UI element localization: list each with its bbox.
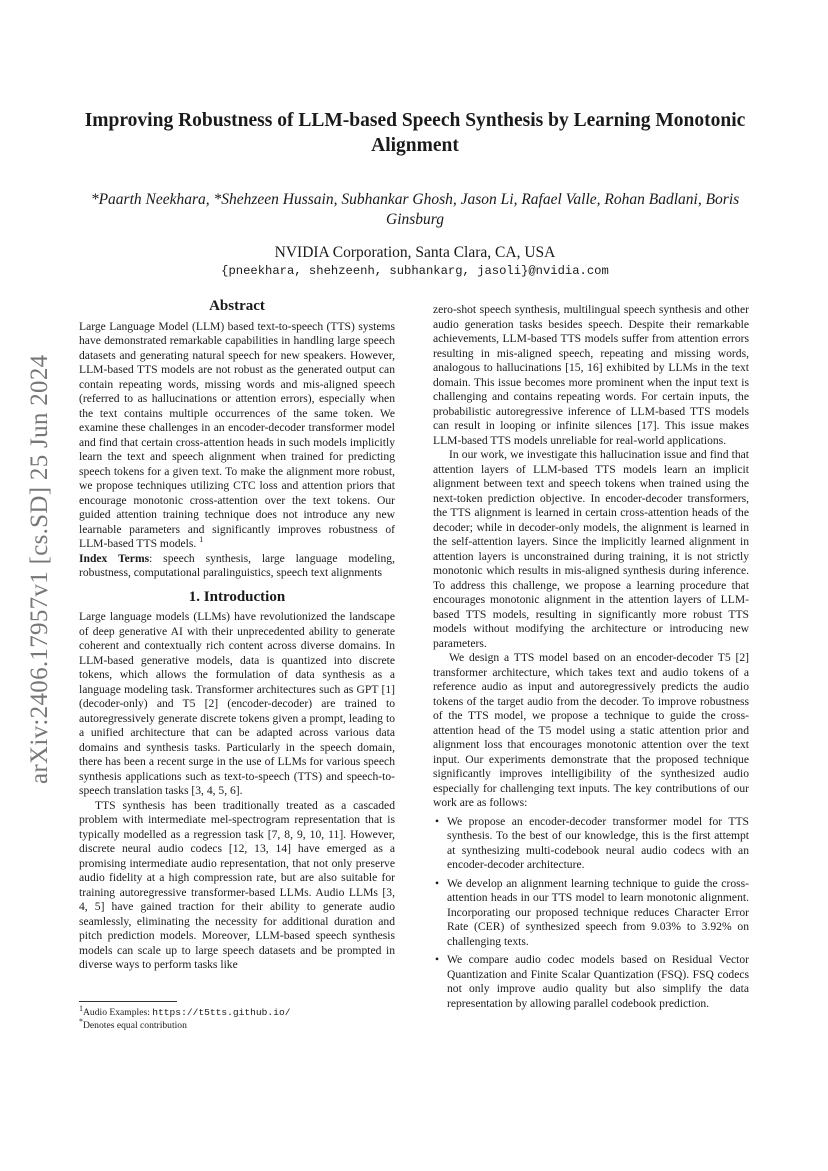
list-item bbox=[433, 877, 749, 950]
footnote-divider bbox=[79, 1001, 177, 1002]
footnote-label: Audio Examples: bbox=[83, 1007, 153, 1018]
list-item bbox=[433, 953, 749, 1011]
contribution-text: We propose an encoder-decoder transformer model for TTS synthesis. To the best of our knowledge, this is the first attempt at synthesizing multi-codebook neural audio codecs with an encoder-decoder architecture. bbox=[447, 814, 749, 871]
footnote-audio-examples bbox=[79, 1003, 409, 1019]
intro-paragraph-3: zero-shot speech synthesis, multilingual speech synthesis and other audio generation tasks besides speech. Despite their remarkable achievements, LLM-based TTS models suffer from attention errors resulting in mis-aligned speech, repeating and missing words, analogous to hallucinations [15, 16] exhibited by LLMs in the text domain. This issue becomes more prominent when the input text is challenging and contains repeating words. For certain inputs, the probabilistic autoregressive inference of LLM-based TTS models can result in looping or infinite silences [17]. This issue makes LLM-based TTS models unreliable for real-world applications. bbox=[433, 303, 749, 447]
footnote-equal-contribution bbox=[79, 1016, 409, 1032]
contribution-text: We develop an alignment learning technique to guide the cross-attention heads in our TTS model to learn monotonic alignment. Incorporating our proposed technique reduces Character Error Rate (CER) of synthesized speech from 9.03% to 3.92% on challenging texts. bbox=[447, 876, 749, 948]
right-column bbox=[433, 303, 749, 1015]
intro-paragraph-1: Large language models (LLMs) have revolutionized the landscape of deep generative AI with their unprecedented ability to generate coherent and contextually rich content across diverse domains. In LLM-based generative models, data is quantized into discrete tokens, which allows the formulation of data synthesis as a language modeling task. Transformer architectures such as GPT [1] (decoder-only) and T5 [2] (encoder-decoder) are trained to autoregressively generate discrete tokens given a prompt, leading to a unified architecture that can be adapted across various data domains and synthesis tasks. Particularly in the speech domain, there has been a recent surge in the use of LLMs for various speech synthesis applications such as text-to-speech (TTS) and speech-to-speech translation tasks [3, 4, 5, 6]. bbox=[79, 610, 395, 797]
intro-paragraph-2: TTS synthesis has been traditionally treated as a cascaded problem with intermediate mel-spectrogram representation that is typically modelled as a regression task [7, 8, 9, 10, 11]. However, discrete neural audio codecs [12, 13, 14] have emerged as a promising intermediate audio representation, that not only preserve audio fidelity at a high compression rate, but are also suitable for training autoregressive transformer-based LLMs. Audio LLMs [3, 4, 5] have gained traction for their ability to generate audio seamlessly, eliminating the necessity for additional duration and pitch prediction models. Moreover, LLM-based speech synthesis models can scale up to large speech datasets and be prompted in diverse ways to perform tasks like bbox=[79, 798, 395, 971]
abstract-body bbox=[79, 320, 395, 552]
bullet-icon: • bbox=[435, 953, 440, 966]
abstract-footnote-mark: 1 bbox=[199, 535, 204, 545]
index-terms-text: : speech synthesis, large language modeling, robustness, computational paralinguistics, speech text alignments bbox=[79, 551, 396, 579]
left-column bbox=[79, 299, 395, 973]
footnote-mark-2: * bbox=[79, 1016, 83, 1026]
footnote-link[interactable]: https://t5tts.github.io/ bbox=[152, 1007, 291, 1018]
arxiv-identifier: arXiv:2406.17957v1 [cs.SD] 25 Jun 2024 bbox=[26, 354, 53, 784]
bullet-icon: • bbox=[435, 814, 440, 828]
paper-title: Improving Robustness of LLM-based Speech Synthesis by Learning Monotonic Alignment bbox=[84, 110, 746, 156]
author-list: *Paarth Neekhara, *Shehzeen Hussain, Subhankar Ghosh, Jason Li, Rafael Valle, Rohan Badlani, Boris Ginsburg bbox=[90, 191, 740, 228]
index-terms-label: Index Terms bbox=[79, 551, 150, 565]
bullet-icon: • bbox=[435, 876, 440, 890]
abstract-text: Large Language Model (LLM) based text-to-speech (TTS) systems have demonstrated remarkable capabilities in handling large speech datasets and generating natural speech for new speakers. However, LLM-based TTS models are not robust as the generated output can contain repeating words, missing words and mis-aligned speech (referred to as hallucinations or attention errors), especially when the text contains multiple occurrences of the same token. We examine these challenges in an encoder-decoder transformer model and find that certain cross-attention heads in such models implicitly learn the text and speech alignment when trained for predicting speech tokens for a given text. To make the alignment more robust, we propose techniques utilizing CTC loss and attention priors that encourage monotonic cross-attention over the text tokens. Our guided attention training technique does not introduce any new learnable parameters and significantly improves robustness of LLM-based TTS models. bbox=[79, 319, 395, 550]
section-heading-introduction: 1. Introduction bbox=[188, 588, 286, 605]
affiliation: NVIDIA Corporation, Santa Clara, CA, USA bbox=[274, 244, 556, 261]
contribution-text: We compare audio codec models based on Residual Vector Quantization and Finite Scalar Quantization (FSQ). FSQ codecs not only improve audio quality but also simplify the data representation by allowing parallel codebook prediction. bbox=[447, 953, 749, 1010]
index-terms bbox=[79, 552, 395, 581]
footnote-mark-1: 1 bbox=[79, 1003, 83, 1013]
intro-paragraph-5: We design a TTS model based on an encoder-decoder T5 [2] transformer architecture, which takes text and audio tokens of a reference audio as input and autoregressively predicts the audio tokens of the target audio from the decoder. To improve robustness of the TTS model, we propose a technique to guide the cross-attention head of the T5 model using a static attention prior and alignment loss that encourages monotonic attention over the text input. Our experiments demonstrate that the proposed technique significantly improves intelligibility of the synthesized audio especially for challenging text inputs. The key contributions of our work are as follows: bbox=[433, 651, 749, 809]
contribution-list bbox=[433, 815, 749, 1012]
footnote-text: Denotes equal contribution bbox=[83, 1020, 187, 1031]
list-item bbox=[433, 815, 749, 873]
abstract-heading: Abstract bbox=[209, 298, 265, 314]
author-emails: {pneekhara, shehzeenh, subhankarg, jasoli}@nvidia.com bbox=[221, 264, 609, 278]
intro-paragraph-4: In our work, we investigate this hallucination issue and find that attention layers of LLM-based TTS models learn an implicit alignment between text and speech tokens when trained using the next-token prediction objective. In encoder-decoder transformers, the TTS alignment is learned in certain cross-attention heads of the decoder; while in decoder-only models, the alignment is learned in the self-attention layers. Since the implicitly learned alignment in attention layers is unconstrained during training, it is not strictly monotonic which results in mis-aligned synthesis during inference. To address this challenge, we propose a learning procedure that encourages monotonic alignment in the attention layers of LLM-based TTS models, resulting in significantly more robust TTS models without modifying the architecture or introducing new parameters. bbox=[433, 448, 749, 650]
